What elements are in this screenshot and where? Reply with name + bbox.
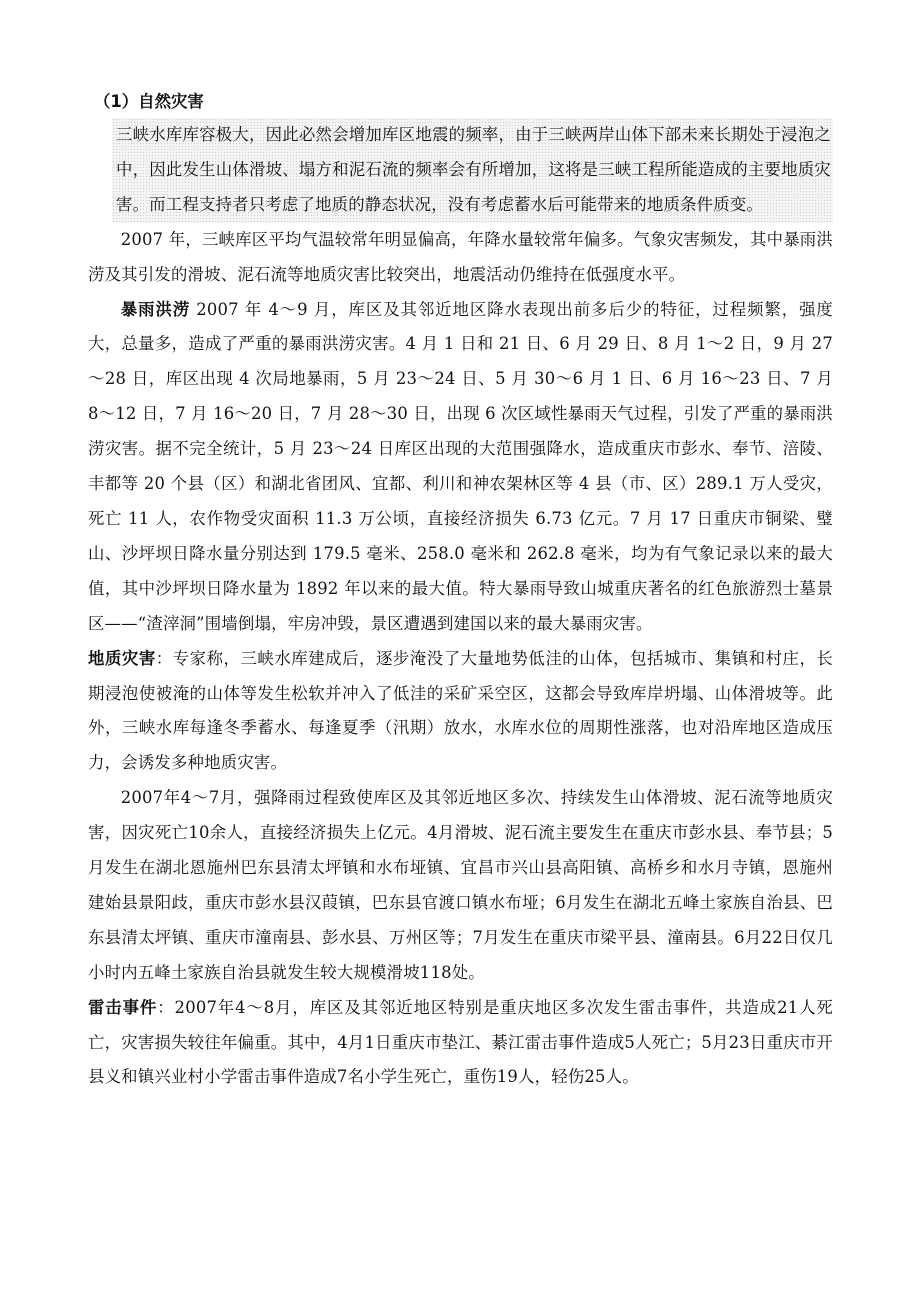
geologic-hazard-label: 地质灾害 — [88, 648, 156, 668]
paragraph-landslides-2007: 2007年4～7月，强降雨过程致使库区及其邻近地区多次、持续发生山体滑坡、泥石流等地质灾害，因灾死亡10余人，直接经济损失上亿元。4月滑坡、泥石流主要发生在重庆市彭水县、奉节县；5月发生在湖北恩施州巴东县清太坪镇和水布垭镇、宜昌市兴山县高阳镇、高桥乡和水月寺镇，恩施州建始县景阳歧，重庆市彭水县汉葭镇，巴东县官渡口镇水布垭；6月发生在湖北五峰土家族自治县、巴东县清太坪镇、重庆市潼南县、彭水县、万州区等；7月发生在重庆市梁平县、潼南县。6月22日仅几小时内五峰土家族自治县就发生较大规模滑坡118处。 — [88, 788, 833, 982]
paragraph-geology-intro: 三峡水库库容极大，因此必然会增加库区地震的频率，由于三峡两岸山体下部未来长期处于浸泡之中，因此发生山体滑坡、塌方和泥石流的频率会有所增加，这将是三峡工程所能造成的主要地质灾害。而工程支持者只考虑了地质的静态状况，没有考虑蓄水后可能带来的地质条件质变。 — [116, 125, 831, 214]
paragraph-lightning — [88, 991, 833, 1096]
shaded-block — [112, 118, 833, 223]
rainstorm-label: 暴雨洪涝 — [120, 299, 191, 319]
paragraph-geologic-hazard — [88, 642, 833, 782]
lightning-label: 雷击事件 — [88, 997, 158, 1017]
paragraph-rainstorm — [88, 293, 833, 642]
section-heading: （1）自然灾害 — [94, 92, 204, 111]
lightning-text: ：2007年4～8月，库区及其邻近地区特别是重庆地区多次发生雷击事件，共造成21人死亡，灾害损失较往年偏重。其中，4月1日重庆市垫江、綦江雷击事件造成5人死亡；5月23日重庆市开县义和镇兴业村小学雷击事件造成7名小学生死亡，重伤19人，轻伤25人。 — [88, 997, 833, 1087]
geologic-hazard-text: ：专家称，三峡水库建成后，逐步淹没了大量地势低洼的山体，包括城市、集镇和村庄，长期浸泡使被淹的山体等发生松软并冲入了低洼的采矿采空区，这都会导致库岸坍塌、山体滑坡等。此外，三峡水库每逢冬季蓄水、每逢夏季（汛期）放水，水库水位的周期性涨落，也对沿库地区造成压力，会诱发多种地质灾害。 — [88, 648, 833, 773]
paragraph-climate-2007: 2007 年，三峡库区平均气温较常年明显偏高，年降水量较常年偏多。气象灾害频发，其中暴雨洪涝及其引发的滑坡、泥石流等地质灾害比较突出，地震活动仍维持在低强度水平。 — [88, 229, 833, 284]
document-page — [88, 86, 833, 1095]
rainstorm-text: 2007 年 4～9 月，库区及其邻近地区降水表现出前多后少的特征，过程频繁，强度大，总量多，造成了严重的暴雨洪涝灾害。4 月 1 日和 21 日、6 月 29 日、8 月 1～2 日，9 月 27～28 日，库区出现 4 次局地暴雨，5 月 23～24 日、5 月 30～6 月 1 日、6 月 16～23 日、7 月 8～12 日，7 月 16～20 日，7 月 28～30 日，出现 6 次区域性暴雨天气过程，引发了严重的暴雨洪涝灾害。据不完全统计，5 月 23～24 日库区出现的大范围强降水，造成重庆市彭水、奉节、涪陵、丰都等 20 个县（区）和湖北省团风、宜都、利川和神农架林区等 4 县（市、区）289.1 万人受灾，死亡 11 人，农作物受灾面积 11.3 万公顷，直接经济损失 6.73 亿元。7 月 17 日重庆市铜梁、璧山、沙坪坝日降水量分别达到 179.5 毫米、258.0 毫米和 262.8 毫米，均为有气象记录以来的最大值，其中沙坪坝日降水量为 1892 年以来的最大值。特大暴雨导致山城重庆著名的红色旅游烈士墓景区——“渣滓洞”围墙倒塌，牢房冲毁，景区遭遇到建国以来的最大暴雨灾害。 — [88, 299, 833, 633]
